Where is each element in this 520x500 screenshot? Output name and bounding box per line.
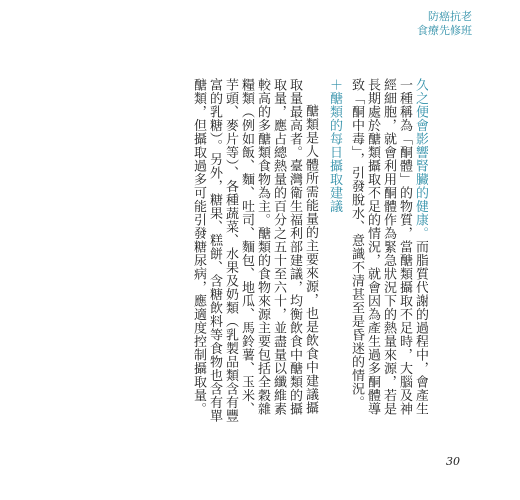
- paragraph-kidney: [348, 78, 428, 426]
- paragraph-ketone-text: 而脂質代謝的過程中，會產生一種稱為「酮體」的物質，當醣類攝取不足時，大腦及神經細胞，就會利用酮體作為緊急狀況下的熱量來源，若是長期處於醣類攝取不足的情況，就會因為產生過多酮體導致「酮中毒」，引發脫水、意識不清甚至是昏迷的情況。: [349, 78, 428, 416]
- header-book-title: 食療先修班: [417, 24, 472, 37]
- running-header: [417, 10, 472, 38]
- paragraph-recommendation: 醣類是人體所需能量的主要來源，也是飲食中建議攝取量最高者。臺灣衛生福利部建議，均衡飲食中醣類的攝取量，應占總熱量的百分之五十至六十，並盡量以纖維素較高的多醣類食物為主。醣類的食物來源主要包括全穀雜糧類（例如飯、麵、吐司、麵包、地瓜、馬鈴薯、玉米、芋頭、麥片等）、各種蔬菜、水果及奶類（乳製品類含有豐富的乳糖）。另外，糖果、糕餅、含糖飲料等食物也含有單醣類，但攝取過多可能引發糖尿病，應適度控制攝取量。: [191, 78, 318, 423]
- section-heading: ＋醣類的每日攝取建議: [327, 78, 342, 213]
- highlight-lead: 久之便會影響腎臟的健康。: [413, 78, 428, 240]
- header-series-title: 防癌抗老: [428, 10, 472, 23]
- page-number: 30: [446, 455, 460, 468]
- vertical-text-body: [168, 78, 428, 426]
